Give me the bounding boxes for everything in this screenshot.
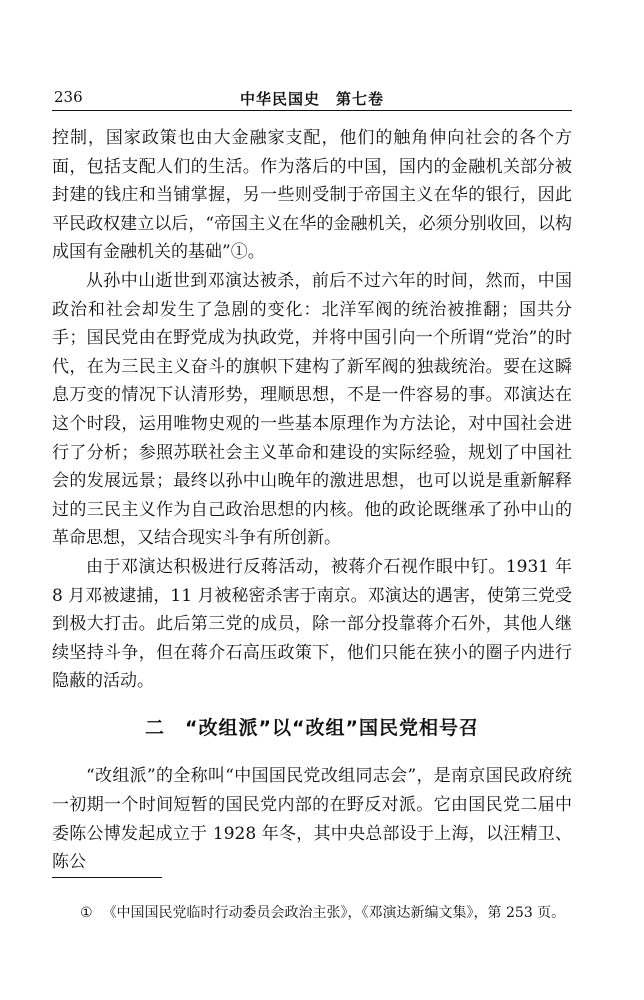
running-title: 中华民国史 第七卷: [239, 90, 384, 108]
main-text: [52, 124, 572, 877]
section-title: “改组派”以“改组”国民党相号召: [185, 716, 479, 739]
section-heading: [52, 714, 572, 743]
footnote: [80, 903, 580, 923]
section-number: 二: [145, 716, 166, 739]
paragraph: 由于邓演达积极进行反蒋活动，被蒋介石视作眼中钉。1931 年 8 月邓被逮捕，11 月被秘密杀害于南京。邓演达的遇害，使第三党受到极大打击。此后第三党的成员，除一部分投靠蒋介石外，其他人继续坚持斗争，但在蒋介石高压政策下，他们只能在狭小的圈子内进行隐蔽的活动。: [52, 556, 572, 692]
footnote-text: 《中国国民党临时行动委员会政治主张》，《邓演达新编文集》，第 253 页。: [102, 905, 566, 921]
paragraph: “改组派”的全称叫“中国国民党改组同志会”，是南京国民政府统一初期一个时间短暂的国民党内部的在野反对派。它由国民党二届中委陈公博发起成立于 1928 年冬，其中央总部设于上海，以汪精卫、陈公: [52, 766, 572, 873]
paragraph-continued: 控制，国家政策也由大金融家支配，他们的触角伸向社会的各个方面，包括支配人们的生活。作为落后的中国，国内的金融机关部分被封建的钱庄和当铺掌握，另一些则受制于帝国主义在华的银行，因此平民政权建立以后，“帝国主义在华的金融机关，必须分别收回，以构成国有金融机关的基础”①。: [52, 128, 572, 263]
page-header: [52, 88, 572, 111]
paragraph: 从孙中山逝世到邓演达被杀，前后不过六年的时间，然而，中国政治和社会却发生了急剧的变化：北洋军阀的统治被推翻；国共分手；国民党由在野党成为执政党，并将中国引向一个所谓“党治”的时代，在为三民主义奋斗的旗帜下建构了新军阀的独裁统治。要在这瞬息万变的情况下认清形势，理顺思想，不是一件容易的事。邓演达在这个时段，运用唯物史观的一些基本原理作为方法论，对中国社会进行了分析；参照苏联社会主义革命和建设的实际经验，规划了中国社会的发展远景；最终以孙中山晚年的激进思想，也可以说是重新解释过的三民主义作为自己政治思想的内核。他的政论既继承了孙中山的革命思想，又结合现实斗争有所创新。: [52, 270, 572, 549]
page-number: 236: [54, 88, 83, 106]
footnote-divider: [52, 877, 162, 878]
footnote-mark: ①: [80, 905, 93, 921]
